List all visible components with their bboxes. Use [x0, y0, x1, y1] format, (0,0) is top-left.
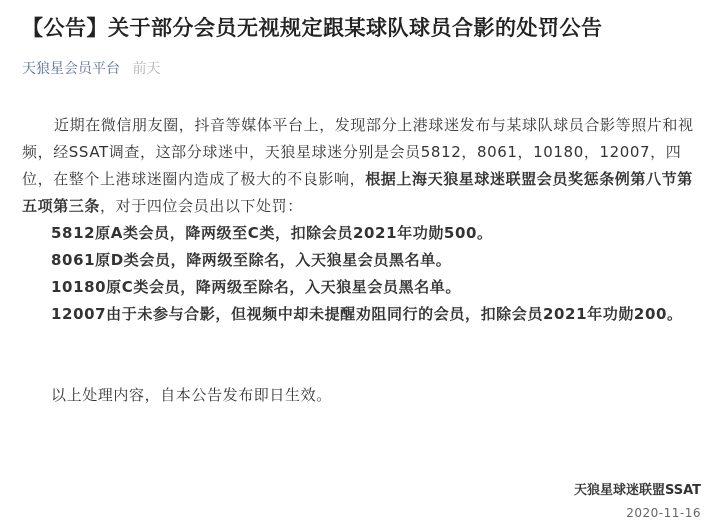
penalty-item: 5812原A类会员，降两级至C类，扣除会员2021年功勋500。: [51, 224, 493, 242]
account-name-link[interactable]: 天狼星会员平台: [22, 61, 120, 77]
regulation-reference: 根据上海天狼星球迷联盟会员奖惩条例第八节第五项第三条: [22, 170, 693, 215]
penalty-item: 10180原C类会员，降两级至除名，入天狼星会员黑名单。: [51, 278, 461, 296]
penalty-item: 8061原D类会员，降两级至除名，入天狼星会员黑名单。: [51, 251, 452, 269]
signature-date: 2020-11-16: [626, 506, 701, 520]
penalty-item: 12007由于未参与合影，但视频中却未提醒劝阻同行的会员，扣除会员2021年功勋200。: [51, 305, 683, 323]
intro-tail: ，对于四位会员出以下处罚：: [100, 197, 303, 215]
article-body: [22, 112, 702, 409]
publish-time: 前天: [132, 61, 161, 77]
article-meta: [22, 58, 160, 78]
signature: 天狼星球迷联盟SSAT: [573, 483, 701, 498]
article-title: 【公告】关于部分会员无视规定跟某球队球员合影的处罚公告: [22, 16, 603, 40]
intro-text: 近期在微信朋友圈，抖音等媒体平台上，发现部分上港球迷发布与某球队球员合影等照片和视频，经SSAT调查，这部分球迷中，天狼星球迷分别是会员5812，8061，10180，12007，四位，在整个上港球迷圈内造成了极大的不良影响，: [22, 116, 694, 188]
paragraph-spacer: [22, 328, 702, 382]
closing-statement: 以上处理内容，自本公告发布即日生效。: [51, 386, 332, 404]
intro-paragraph: [22, 112, 702, 220]
